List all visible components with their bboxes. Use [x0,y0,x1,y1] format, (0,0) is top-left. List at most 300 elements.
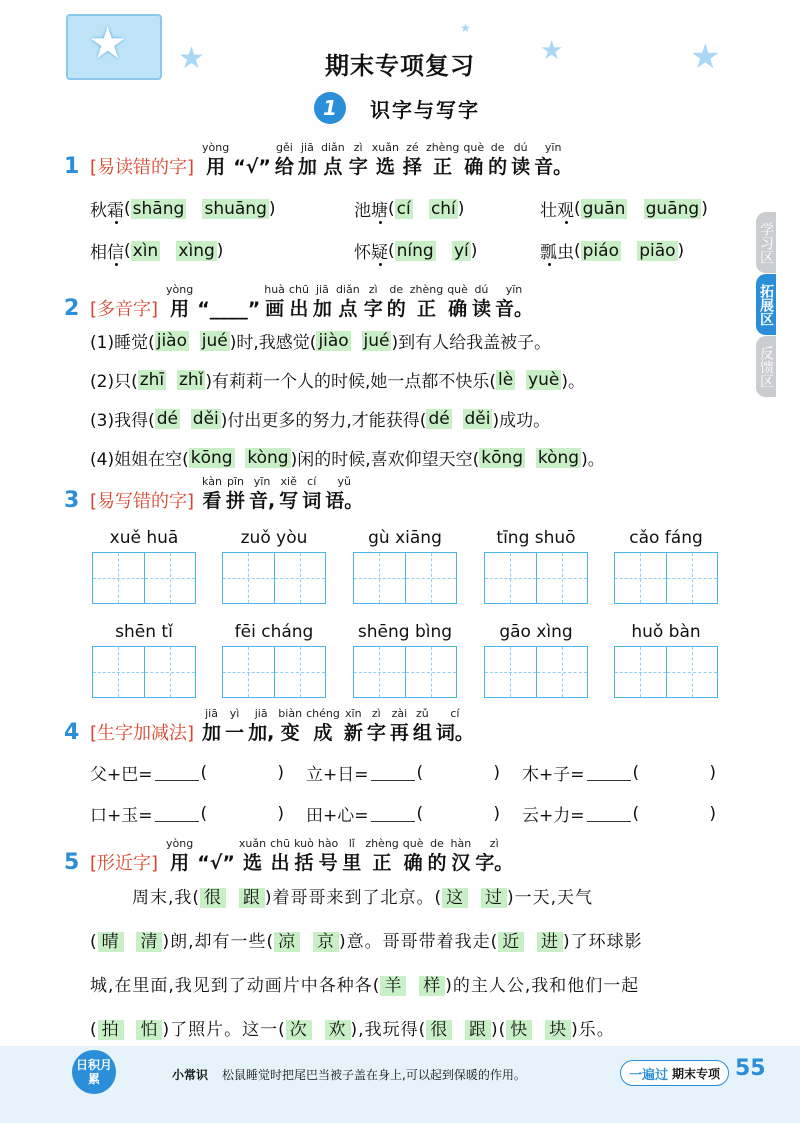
hanzi: 池 [354,201,371,221]
hanzi: 正 [433,156,453,178]
pinyin: kàn [202,475,222,488]
grid-cell[interactable] [275,647,326,697]
hanzi: 字。 [475,852,514,874]
hanzi: 的 [488,156,508,178]
hanzi: 出 [270,852,290,874]
instruction-word [249,474,275,513]
pinyin: zì [371,707,381,720]
hanzi: 音。 [494,298,533,320]
char-math-item [90,760,284,785]
word-choice-item [354,196,464,221]
sentence-text: )成功。 [492,411,551,431]
word-choice-item [540,196,708,221]
paren: ) [216,240,224,261]
gap [186,199,202,219]
pinyin: de [389,283,404,296]
char-option[interactable]: 欢 [325,1020,351,1040]
hanzi: 给 [274,156,294,178]
hanzi: 一 [225,722,245,744]
char-option[interactable]: 清 [136,932,162,952]
char-option[interactable]: 近 [498,932,524,952]
hanzi: 观 [557,201,574,221]
gap [312,1020,325,1040]
question-tag: [易读错的字] [90,157,195,178]
pinyin: pīn [226,475,244,488]
hanzi: 选 [375,156,395,178]
target-word [540,196,574,221]
brand-name: 一遍过 [629,1067,669,1083]
instruction-word [197,282,260,321]
section-title: 识字与写字 [370,97,480,122]
hanzi: 用 [170,852,190,874]
instruction-word [233,140,271,179]
pinyin: zài [391,707,408,720]
passage-text: )的主人公,我和他们一起 [445,976,640,996]
pinyin: chū [270,837,291,850]
paren[interactable]: ( ) [632,803,717,824]
gap [515,370,526,390]
target-word [90,238,124,263]
pinyin: zì [368,283,378,296]
star-decoration-icon: ★ [460,21,471,35]
hanzi: 霜 [107,201,124,221]
gap [532,1020,545,1040]
sentence-item [90,445,605,470]
instruction-word [390,706,409,745]
pinyin: xiě [280,475,297,488]
pinyin-option[interactable]: yí [453,240,469,261]
passage-text: )着哥哥来到了北京。( [264,888,443,908]
char-option[interactable]: 京 [313,932,339,952]
pinyin: kuò [294,837,314,850]
hanzi: 成 [313,722,333,744]
hanzi: 号 [318,852,338,874]
pinyin: chéng [306,707,340,720]
pinyin-option[interactable]: jiào [156,330,187,351]
char-option[interactable]: 进 [537,932,563,952]
pinyin: yīn [544,141,562,154]
passage-text: )朗,却有一些( [162,932,275,952]
pinyin: xīn [345,707,362,720]
page-footer [0,1046,800,1123]
word-choice-item [540,238,684,263]
gap [160,241,176,261]
pinyin: zì [353,141,363,154]
sidebar-tab[interactable]: 反馈区 [756,336,776,398]
char-option[interactable]: 怕 [136,1020,162,1040]
daily-badge: 日积月累 [72,1050,116,1094]
hanzi: 壮 [540,201,557,221]
sentence-text: )有莉莉一个人的时候,她一点都不快乐( [205,372,497,392]
gap [124,1020,137,1040]
hanzi: 用 [170,298,190,320]
char-option[interactable]: 块 [545,1020,571,1040]
grid-cell[interactable] [145,647,196,697]
sentence-text: (3)我得( [90,411,155,431]
hanzi: 组 [412,722,432,744]
instruction-word [403,836,424,875]
pinyin: què [463,141,485,154]
gap [226,888,239,908]
writing-grid[interactable] [222,552,326,604]
pinyin: yòng [202,141,230,154]
hanzi: 写 [279,490,299,512]
hanzi: 确 [448,298,468,320]
writing-grid[interactable] [92,646,196,698]
gap [166,370,177,390]
hanzi: “____” [197,298,261,320]
question-tag: [形近字] [90,853,159,874]
passage-text: )( [491,1020,507,1040]
instruction-word [197,836,235,875]
hanzi: 的 [427,852,447,874]
pinyin-option[interactable]: děi [192,408,219,429]
page-title: 期末专项复习 [325,52,475,80]
sidebar-tab[interactable]: 学习区 [756,212,776,274]
instruction-word [336,282,360,321]
grid-cell[interactable] [354,647,406,697]
hanzi: 读 [511,156,531,178]
pinyin-label: shēng bìng [357,622,453,642]
hanzi: 画 [265,298,285,320]
sentence-item [90,406,550,431]
pinyin: jiā [205,707,218,720]
grid-cell[interactable] [615,647,667,697]
grid-cell[interactable] [93,553,145,603]
equation: 口+玉= [90,806,153,826]
paren: ) [677,240,685,261]
writing-grid[interactable] [92,552,196,604]
instruction-word [239,836,266,875]
pinyin: hàn [450,837,472,850]
pinyin-label: zuǒ yòu [240,528,308,548]
instruction-word [313,282,332,321]
instruction-word [166,282,193,321]
hanzi: 变 [280,722,300,744]
char-option[interactable]: 很 [426,1020,452,1040]
pinyin-option[interactable]: děi [464,408,491,429]
pinyin-option[interactable]: shuāng [204,198,267,219]
gap [524,932,537,952]
grid-cell[interactable] [275,553,326,603]
paren: ( [124,240,131,261]
passage-text: ( [90,1020,98,1040]
passage-text: )了环球影 [563,932,643,952]
grid-cell[interactable] [667,647,718,697]
instruction-word [318,836,338,875]
question-tag: [易写错的字] [90,491,195,512]
paren[interactable]: ( ) [200,762,285,783]
pinyin-option[interactable]: zhǐ [178,369,204,390]
pinyin-option[interactable]: yuè [528,369,560,390]
grid-cell[interactable] [406,647,457,697]
instruction-word [451,836,472,875]
grid-cell[interactable] [145,553,196,603]
instruction-word [403,140,422,179]
char-option[interactable]: 这 [442,888,468,908]
pinyin-label: xuě huā [109,528,179,548]
pinyin: biàn [278,707,303,720]
instruction-word [202,706,221,745]
writing-grid[interactable] [353,646,457,698]
sentence-text: (4)姐姐在空( [90,450,189,470]
pinyin-label: gù xiāng [368,528,442,548]
question-4 [64,706,476,745]
hanzi: 字 [366,722,386,744]
sentence-text: (2)只( [90,372,138,392]
question-5 [64,836,515,875]
pinyin-option[interactable]: zhī [139,369,165,390]
pinyin: hào [317,837,339,850]
hanzi: 选 [243,852,263,874]
sentence-text: )。 [581,450,605,470]
char-math-item [306,801,500,826]
pinyin: zhèng [409,283,444,296]
grid-cell[interactable] [93,647,145,697]
hanzi: 出 [289,298,309,320]
hanzi: “√” [197,852,235,874]
writing-grid[interactable] [614,646,718,698]
pinyin-option[interactable]: jué [363,330,390,351]
hanzi: 字 [363,298,383,320]
pinyin: yīn [505,283,523,296]
pinyin-option[interactable]: guāng [645,198,700,219]
passage-line [132,876,740,920]
pinyin-option[interactable]: kòng [537,447,580,468]
char-option[interactable]: 过 [481,888,507,908]
question-number: 5 [64,850,80,875]
char-option[interactable]: 羊 [380,976,406,996]
grid-cell[interactable] [485,647,537,697]
hanzi: 加 [202,722,222,744]
gap [180,409,191,429]
question-3 [64,474,365,513]
pinyin-label: shēn tǐ [115,622,173,642]
hanzi: 的 [386,298,406,320]
pinyin-option[interactable]: kōng [481,447,524,468]
instruction-word [426,140,459,179]
pinyin: jiā [316,283,329,296]
writing-grid[interactable] [484,552,588,604]
instruction-word [447,282,468,321]
writing-grid[interactable] [353,552,457,604]
instruction-word [202,140,229,179]
pinyin-label: tīng shuō [496,528,576,548]
paren[interactable]: ( ) [632,762,717,783]
instruction-word [321,140,345,179]
paren[interactable]: ( ) [416,803,501,824]
question-number: 4 [64,720,80,745]
page-number: 55 [735,1056,766,1081]
gap [621,241,637,261]
instruction-word [344,706,363,745]
answer-blank[interactable] [587,765,631,781]
instruction-word [202,474,222,513]
hanzi: 拼 [225,490,245,512]
char-math-item [522,801,716,826]
pinyin-option[interactable]: xìn [132,240,159,261]
gap [235,448,246,468]
pinyin-label: gāo xìng [499,622,573,642]
instruction-word [472,282,491,321]
grid-cell[interactable] [615,553,667,603]
hanzi: 择 [402,156,422,178]
hanzi: 新 [343,722,363,744]
pinyin: gěi [276,141,293,154]
instruction-word [372,140,399,179]
word-choice-item [90,196,276,221]
instruction-word [365,836,398,875]
grid-cell[interactable] [667,553,718,603]
pinyin: què [402,837,424,850]
instruction-word [342,836,361,875]
pinyin: zé [406,141,419,154]
star-decoration-icon: ★ [540,36,564,66]
pinyin-option[interactable]: piāo [639,240,676,261]
grid-cell[interactable] [537,647,588,697]
char-math-item [522,760,716,785]
passage-text: )乐。 [571,1020,615,1040]
sentence-item [90,328,551,353]
passage-text: ),我玩得( [350,1020,427,1040]
answer-blank[interactable] [371,806,415,822]
answer-blank[interactable] [155,765,199,781]
instruction-word [302,474,321,513]
instruction-word [349,140,368,179]
hanzi: 词 [302,490,322,512]
instruction-word [279,474,298,513]
instruction-word [325,474,363,513]
hanzi: 确 [403,852,423,874]
gap [413,199,429,219]
pinyin-option[interactable]: guān [582,198,626,219]
instruction-word [413,706,432,745]
instruction-word [436,706,474,745]
pinyin: yòng [166,837,194,850]
pinyin-option[interactable]: piáo [582,240,619,261]
star-decoration-icon: ★ [690,37,721,77]
pinyin-option[interactable]: kōng [190,447,233,468]
pinyin: zǔ [415,707,429,720]
pinyin: xuǎn [238,837,267,850]
pinyin-option[interactable]: jué [201,330,228,351]
instruction-word [166,836,193,875]
char-option[interactable]: 样 [419,976,445,996]
question-tag: [生字加减法] [90,723,195,744]
instruction-word [306,706,340,745]
char-option[interactable]: 拍 [98,1020,124,1040]
question-2 [64,282,535,321]
pinyin: zhèng [425,141,460,154]
question-number: 2 [64,296,80,321]
hanzi: 确 [464,156,484,178]
pinyin-option[interactable]: kòng [247,447,289,468]
paren: ) [268,198,276,219]
writing-grid[interactable] [614,552,718,604]
hanzi: 读 [471,298,491,320]
pinyin-option[interactable]: níng [396,240,434,261]
pinyin: diǎn [320,141,345,154]
question-1 [64,140,574,179]
passage-text: 周末,我( [132,888,201,908]
grid-cell[interactable] [223,647,275,697]
paren[interactable]: ( ) [200,803,285,824]
writing-grid[interactable] [222,646,326,698]
pinyin-option[interactable]: shāng [132,198,185,219]
paren: ( [574,198,581,219]
pinyin: xuǎn [371,141,399,154]
pinyin: lǐ [348,837,355,850]
char-option[interactable]: 跟 [239,888,265,908]
gap [525,448,536,468]
hanzi: 加, [248,722,275,744]
equation: 田+心= [306,806,369,826]
grid-cell[interactable] [354,553,406,603]
grid-cell[interactable] [537,553,588,603]
paren[interactable]: ( ) [416,762,501,783]
pinyin-option[interactable]: jiào [318,330,349,351]
brand-badge [620,1060,729,1086]
pinyin-label: huǒ bàn [631,622,701,642]
instruction-word [475,836,513,875]
instruction-word [488,140,507,179]
char-option[interactable]: 很 [200,888,226,908]
char-option[interactable]: 晴 [98,932,124,952]
pinyin: dú [474,283,489,296]
pinyin-option[interactable]: xìng [178,240,215,261]
instruction-word [248,706,274,745]
pinyin-option[interactable]: dé [156,408,178,429]
hanzi: 信 [107,243,124,263]
pinyin-option[interactable]: dé [428,408,450,429]
answer-blank[interactable] [371,765,415,781]
gap [351,331,362,351]
sidebar-tab[interactable]: 拓展区 [756,274,776,336]
pinyin-option[interactable]: cí [396,198,411,219]
grid-cell[interactable] [485,553,537,603]
pinyin: huà [264,283,285,296]
pinyin: diǎn [335,283,360,296]
passage-text: )意。哥哥带着我走( [338,932,499,952]
char-option[interactable]: 次 [286,1020,312,1040]
sentence-text: )。 [561,372,585,392]
hanzi: 音, [248,490,276,512]
page-header [0,0,800,90]
paren: ( [388,198,395,219]
hanzi: 相 [90,243,107,263]
answer-blank[interactable] [155,806,199,822]
writing-grid[interactable] [484,646,588,698]
footer-tip [172,1066,526,1083]
instruction-word [225,706,244,745]
char-math-item [306,760,500,785]
char-option[interactable]: 跟 [465,1020,491,1040]
instruction-word [463,140,484,179]
grid-cell[interactable] [406,553,457,603]
pinyin-option[interactable]: lè [498,369,514,390]
brand-series: 期末专项 [672,1066,721,1081]
char-option[interactable]: 快 [506,1020,532,1040]
word-choice-item [354,238,477,263]
pinyin: zhèng [365,837,399,850]
answer-blank[interactable] [587,806,631,822]
instruction-word [289,282,309,321]
pinyin-option[interactable]: chí [430,198,456,219]
question-number: 3 [64,488,80,513]
pinyin: de [430,837,444,850]
grid-cell[interactable] [223,553,275,603]
char-option[interactable]: 凉 [274,932,300,952]
